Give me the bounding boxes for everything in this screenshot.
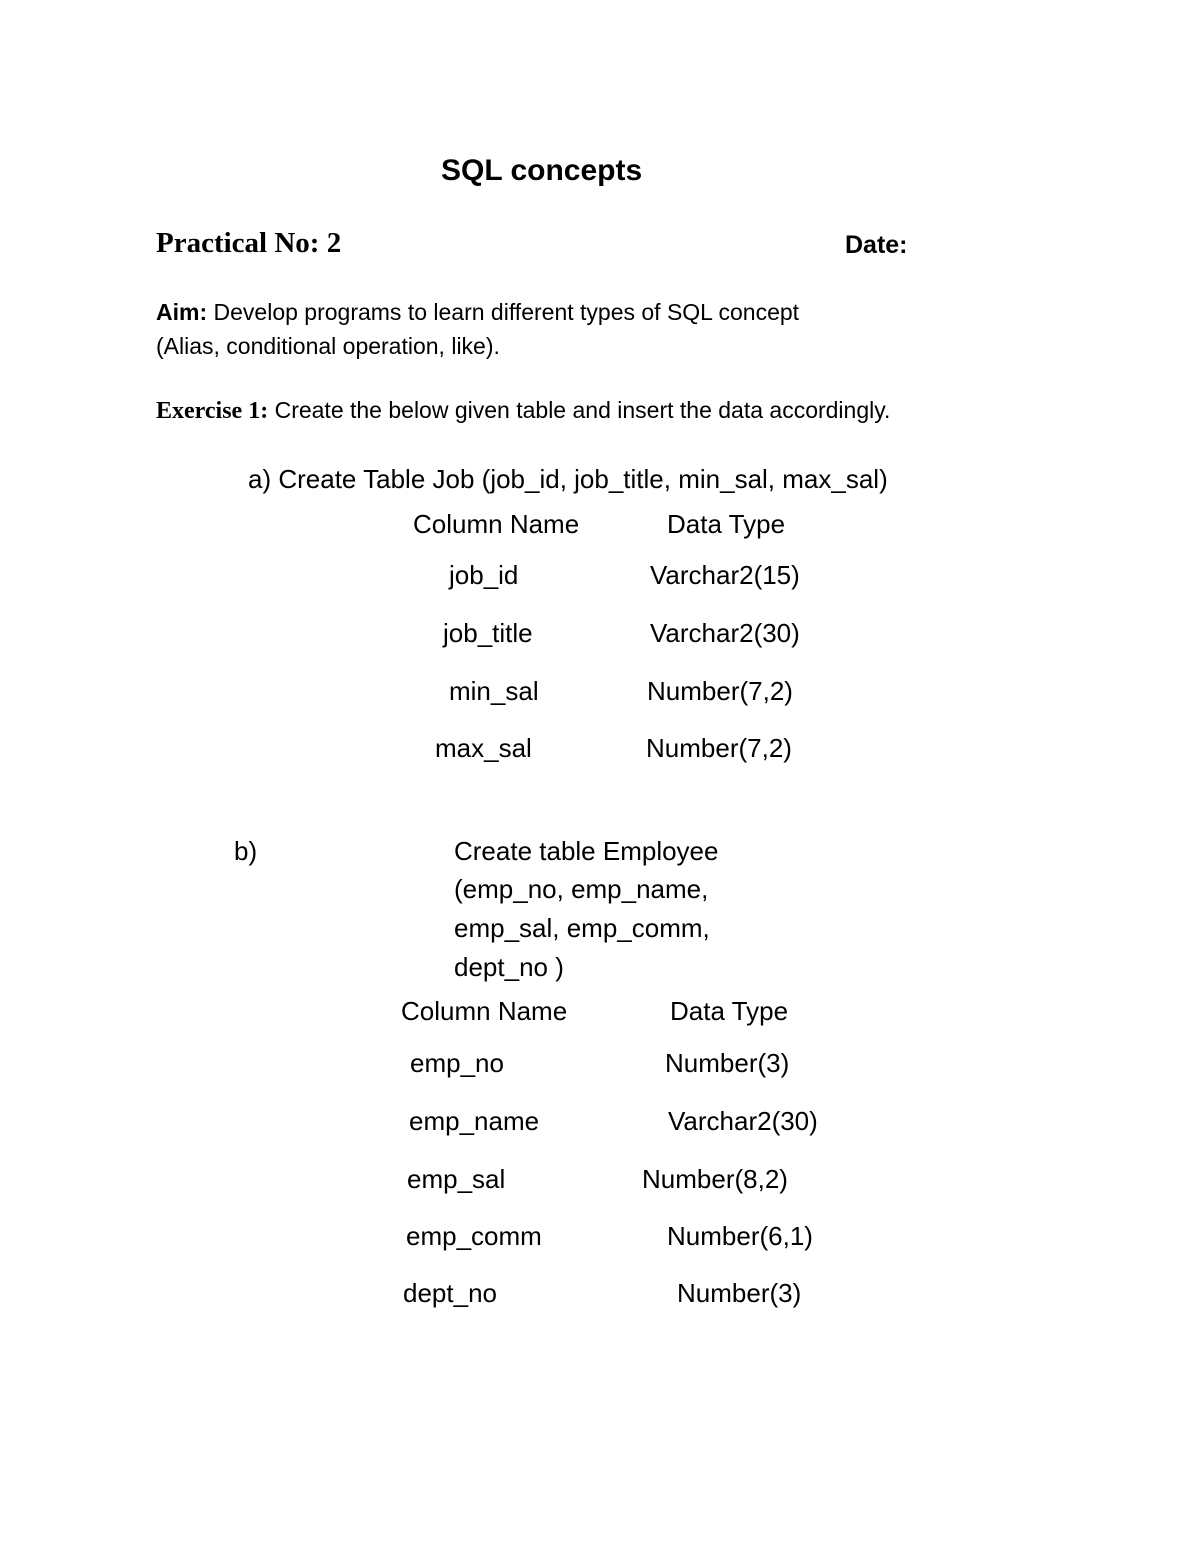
part-a-row-name: job_title	[443, 618, 533, 648]
part-a-row-name: job_id	[449, 560, 519, 590]
aim-line-2: (Alias, conditional operation, like).	[156, 333, 500, 359]
part-a-row-type: Varchar2(15)	[650, 560, 800, 590]
part-b-row-name: emp_sal	[407, 1164, 506, 1194]
part-b-row-type: Number(3)	[665, 1048, 790, 1078]
part-a-col-header-name: Column Name	[413, 509, 580, 539]
part-a-col-header-type: Data Type	[667, 509, 786, 539]
part-a-row-type: Number(7,2)	[646, 733, 792, 763]
part-b-row-name: emp_no	[410, 1048, 504, 1078]
part-b-heading-line: (emp_no, emp_name,	[454, 874, 709, 904]
part-b-heading-line: emp_sal, emp_comm,	[454, 913, 710, 943]
part-b-col-header-type: Data Type	[670, 996, 789, 1026]
part-a-heading: a) Create Table Job (job_id, job_title, min_sal, max_sal)	[248, 464, 888, 494]
part-a-row-name: max_sal	[435, 733, 532, 763]
part-b-row-name: dept_no	[403, 1278, 497, 1308]
exercise-label: Exercise 1:	[156, 398, 269, 424]
exercise-line	[156, 397, 890, 425]
aim-line-1	[156, 299, 799, 326]
page-title: SQL concepts	[441, 154, 643, 187]
aim-label: Aim:	[156, 299, 208, 325]
part-b-row-name: emp_name	[409, 1106, 540, 1136]
part-b-row-name: emp_comm	[406, 1221, 542, 1251]
part-b-heading-line: dept_no )	[454, 952, 564, 982]
exercise-text: Create the below given table and insert the data accordingly.	[268, 397, 891, 423]
part-b-heading-line: Create table Employee	[454, 836, 719, 866]
date-label: Date:	[845, 231, 908, 259]
part-b-col-header-name: Column Name	[401, 996, 568, 1026]
part-a-row-type: Varchar2(30)	[650, 618, 800, 648]
part-b-label: b)	[234, 836, 258, 866]
part-b-row-type: Varchar2(30)	[668, 1106, 818, 1136]
aim-text-1: Develop programs to learn different types of SQL concept	[207, 299, 800, 325]
part-a-row-name: min_sal	[449, 676, 539, 706]
part-b-row-type: Number(6,1)	[667, 1221, 813, 1251]
part-b-row-type: Number(8,2)	[642, 1164, 788, 1194]
practical-number: Practical No: 2	[156, 227, 342, 259]
part-a-row-type: Number(7,2)	[647, 676, 793, 706]
part-b-row-type: Number(3)	[677, 1278, 802, 1308]
